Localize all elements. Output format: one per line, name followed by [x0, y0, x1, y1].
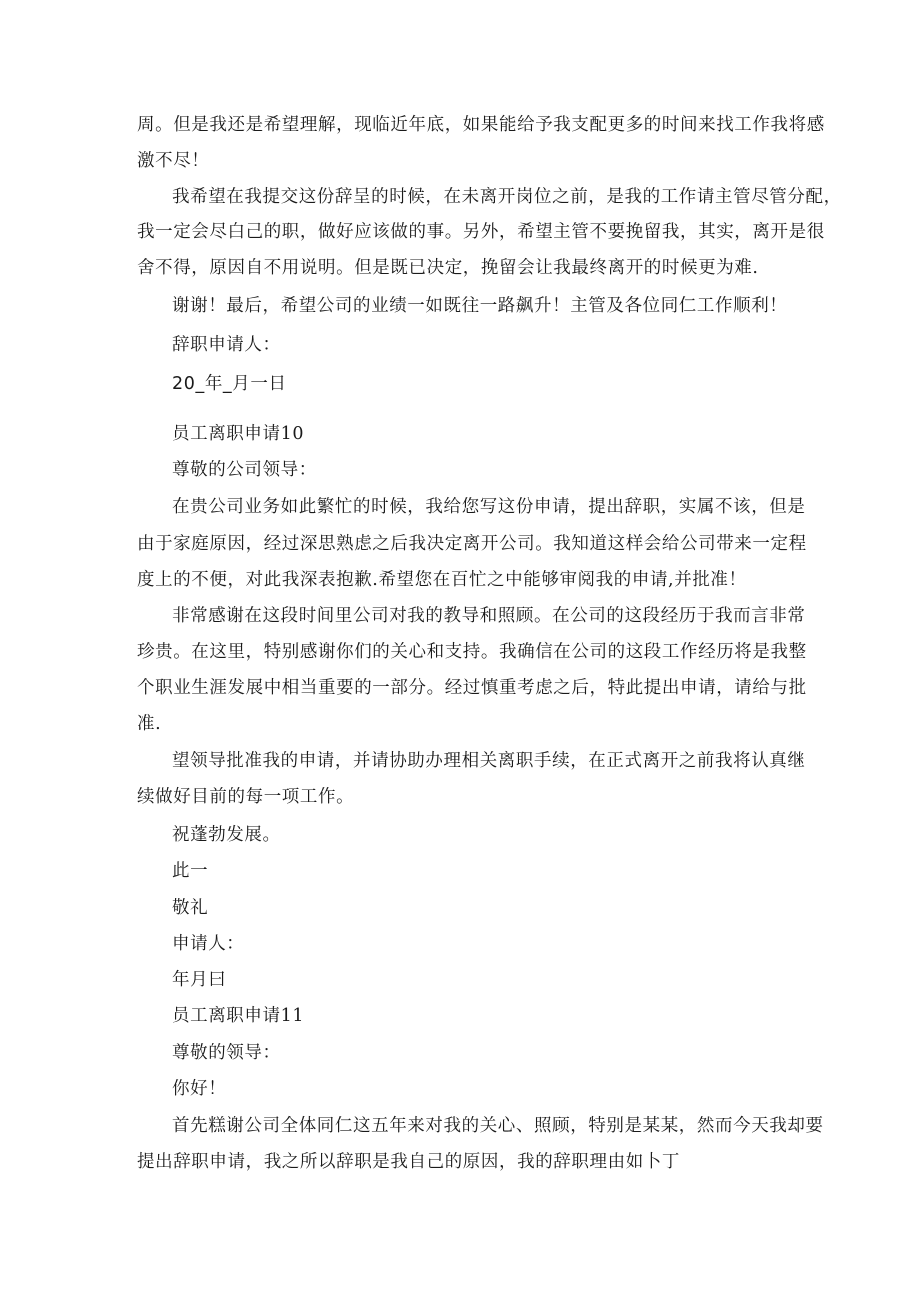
text-line: 舍不得，原因自不用说明。但是既已决定，挽留会让我最终离开的时候更为难.: [137, 258, 759, 278]
text-line: 准.: [137, 714, 162, 734]
greeting: 你好！: [172, 1079, 227, 1099]
text-line: 在贵公司业务如此繁忙的时候，我给您写这份申请，提出辞职，实属不该，但是: [172, 497, 806, 517]
closing-line: 敬礼: [172, 898, 209, 918]
text-line: 度上的不便，对此我深表抱歉.希望您在百忙之中能够审阅我的申请,并批准！: [137, 570, 747, 590]
text-line: 首先糕谢公司全体同仁这五年来对我的关心、照顾，特别是某某，然而今天我却要: [172, 1116, 824, 1136]
salutation: 尊敬的公司领导：: [172, 460, 317, 480]
date-line: 年月曰: [172, 970, 227, 990]
text-line: 续做好目前的每一项工作。: [137, 787, 355, 807]
text-line: 非常感谢在这段时间里公司对我的教导和照顾。在公司的这段经历于我而言非常: [172, 606, 806, 626]
text-line: 我希望在我提交这份辞呈的时候，在未离开岗位之前，是我的工作请主管尽管分配，: [172, 187, 842, 207]
text-line: 提出辞职申请，我之所以辞职是我自己的原因，我的辞职理由如卜丁: [137, 1152, 680, 1172]
text-line: 谢谢！最后，希望公司的业绩一如既往一路飙升！主管及各位同仁工作顺利！: [172, 296, 788, 316]
signature-label: 辞职申请人：: [172, 335, 281, 355]
closing-line: 祝蓬勃发展。: [172, 825, 281, 845]
closing-line: 此一: [172, 861, 209, 881]
date-line: 20_年_月一日: [172, 374, 287, 394]
text-line: 周。但是我还是希望理解，现临近年底，如果能给予我支配更多的时间来找工作我将感: [137, 115, 825, 135]
text-line: 激不尽！: [137, 151, 210, 171]
text-line: 由于家庭原因，经过深思熟虑之后我决定离开公司。我知道这样会给公司带来一定程: [137, 534, 807, 554]
signature-label: 申请人：: [172, 934, 245, 954]
section-title: 员工离职申请11: [172, 1006, 305, 1026]
section-title: 员工离职申请10: [172, 424, 305, 444]
salutation: 尊敬的领导：: [172, 1043, 281, 1063]
text-line: 珍贵。在这里，特别感谢你们的关心和支持。我确信在公司的这段工作经历将是我整: [137, 642, 807, 662]
text-line: 望领导批准我的申请，并请协助办理相关离职手续，在正式离开之前我将认真继: [172, 751, 806, 771]
text-line: 个职业生涯发展中相当重要的一部分。经过慎重考虑之后，特此提出申请，请给与批: [137, 678, 807, 698]
text-line: 我一定会尽白己的职，做好应该做的事。另外，希望主管不要挽留我，其实，离开是很: [137, 222, 825, 242]
